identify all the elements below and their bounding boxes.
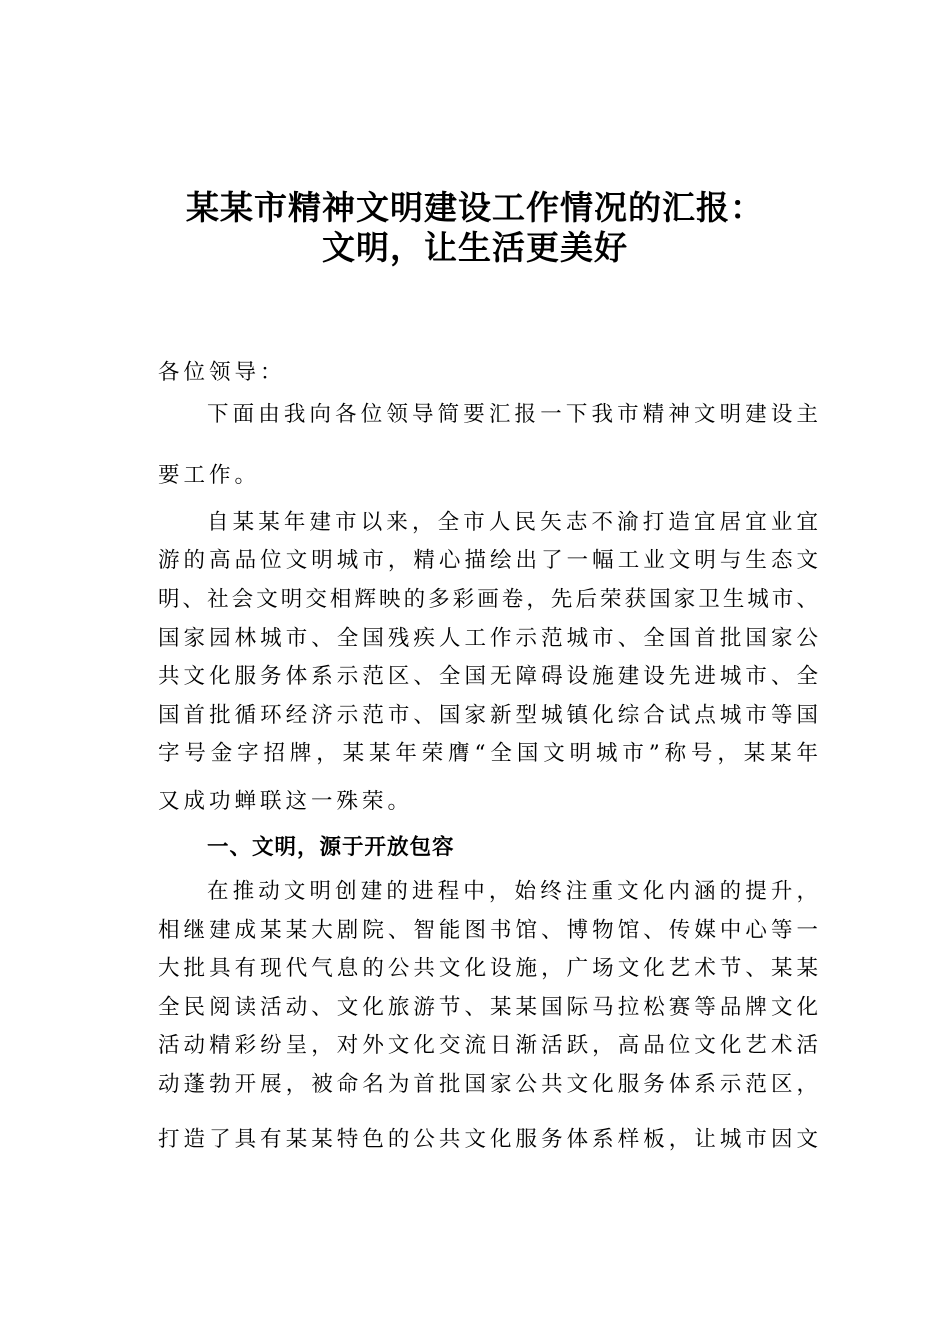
paragraph-2-line: 全民阅读活动、文化旅游节、某某国际马拉松赛等品牌文化: [158, 995, 818, 1020]
paragraph-1-line: 自某某年建市以来，全市人民矢志不渝打造宜居宜业宜: [207, 510, 818, 535]
document-title-line-1: 某某市精神文明建设工作情况的汇报：: [186, 188, 764, 227]
paragraph-1-line: 又成功蝉联这一殊荣。: [158, 789, 414, 814]
intro-line: 下面由我向各位领导简要汇报一下我市精神文明建设主: [207, 402, 818, 427]
paragraph-2-line: 在推动文明创建的进程中，始终注重文化内涵的提升，: [207, 879, 818, 904]
paragraph-1-line: 字号金字招牌，某某年荣膺“全国文明城市”称号，某某年: [158, 741, 818, 766]
paragraph-2-line: 动蓬勃开展，被命名为首批国家公共文化服务体系示范区，: [158, 1072, 818, 1097]
intro-line: 要工作。: [158, 463, 261, 488]
paragraph-1-line: 国家园林城市、全国残疾人工作示范城市、全国首批国家公: [158, 626, 818, 651]
paragraph-2-line: 活动精彩纷呈，对外文化交流日渐活跃，高品位文化艺术活: [158, 1033, 818, 1058]
document-title-line-2: 文明，让生活更美好: [322, 228, 628, 267]
paragraph-1-line: 游的高品位文明城市，精心描绘出了一幅工业文明与生态文: [158, 548, 818, 573]
paragraph-1-line: 共文化服务体系示范区、全国无障碍设施建设先进城市、全: [158, 664, 818, 689]
section-1-heading: 一、文明，源于开放包容: [207, 835, 455, 860]
paragraph-2-line: 打造了具有某某特色的公共文化服务体系样板，让城市因文: [158, 1127, 818, 1152]
paragraph-1-line: 国首批循环经济示范市、国家新型城镇化综合试点城市等国: [158, 703, 818, 728]
paragraph-2-line: 大批具有现代气息的公共文化设施，广场文化艺术节、某某: [158, 956, 818, 981]
paragraph-1-line: 明、社会文明交相辉映的多彩画卷，先后荣获国家卫生城市、: [158, 587, 818, 612]
salutation: 各位领导：: [158, 360, 286, 385]
paragraph-2-line: 相继建成某某大剧院、智能图书馆、博物馆、传媒中心等一: [158, 918, 818, 943]
